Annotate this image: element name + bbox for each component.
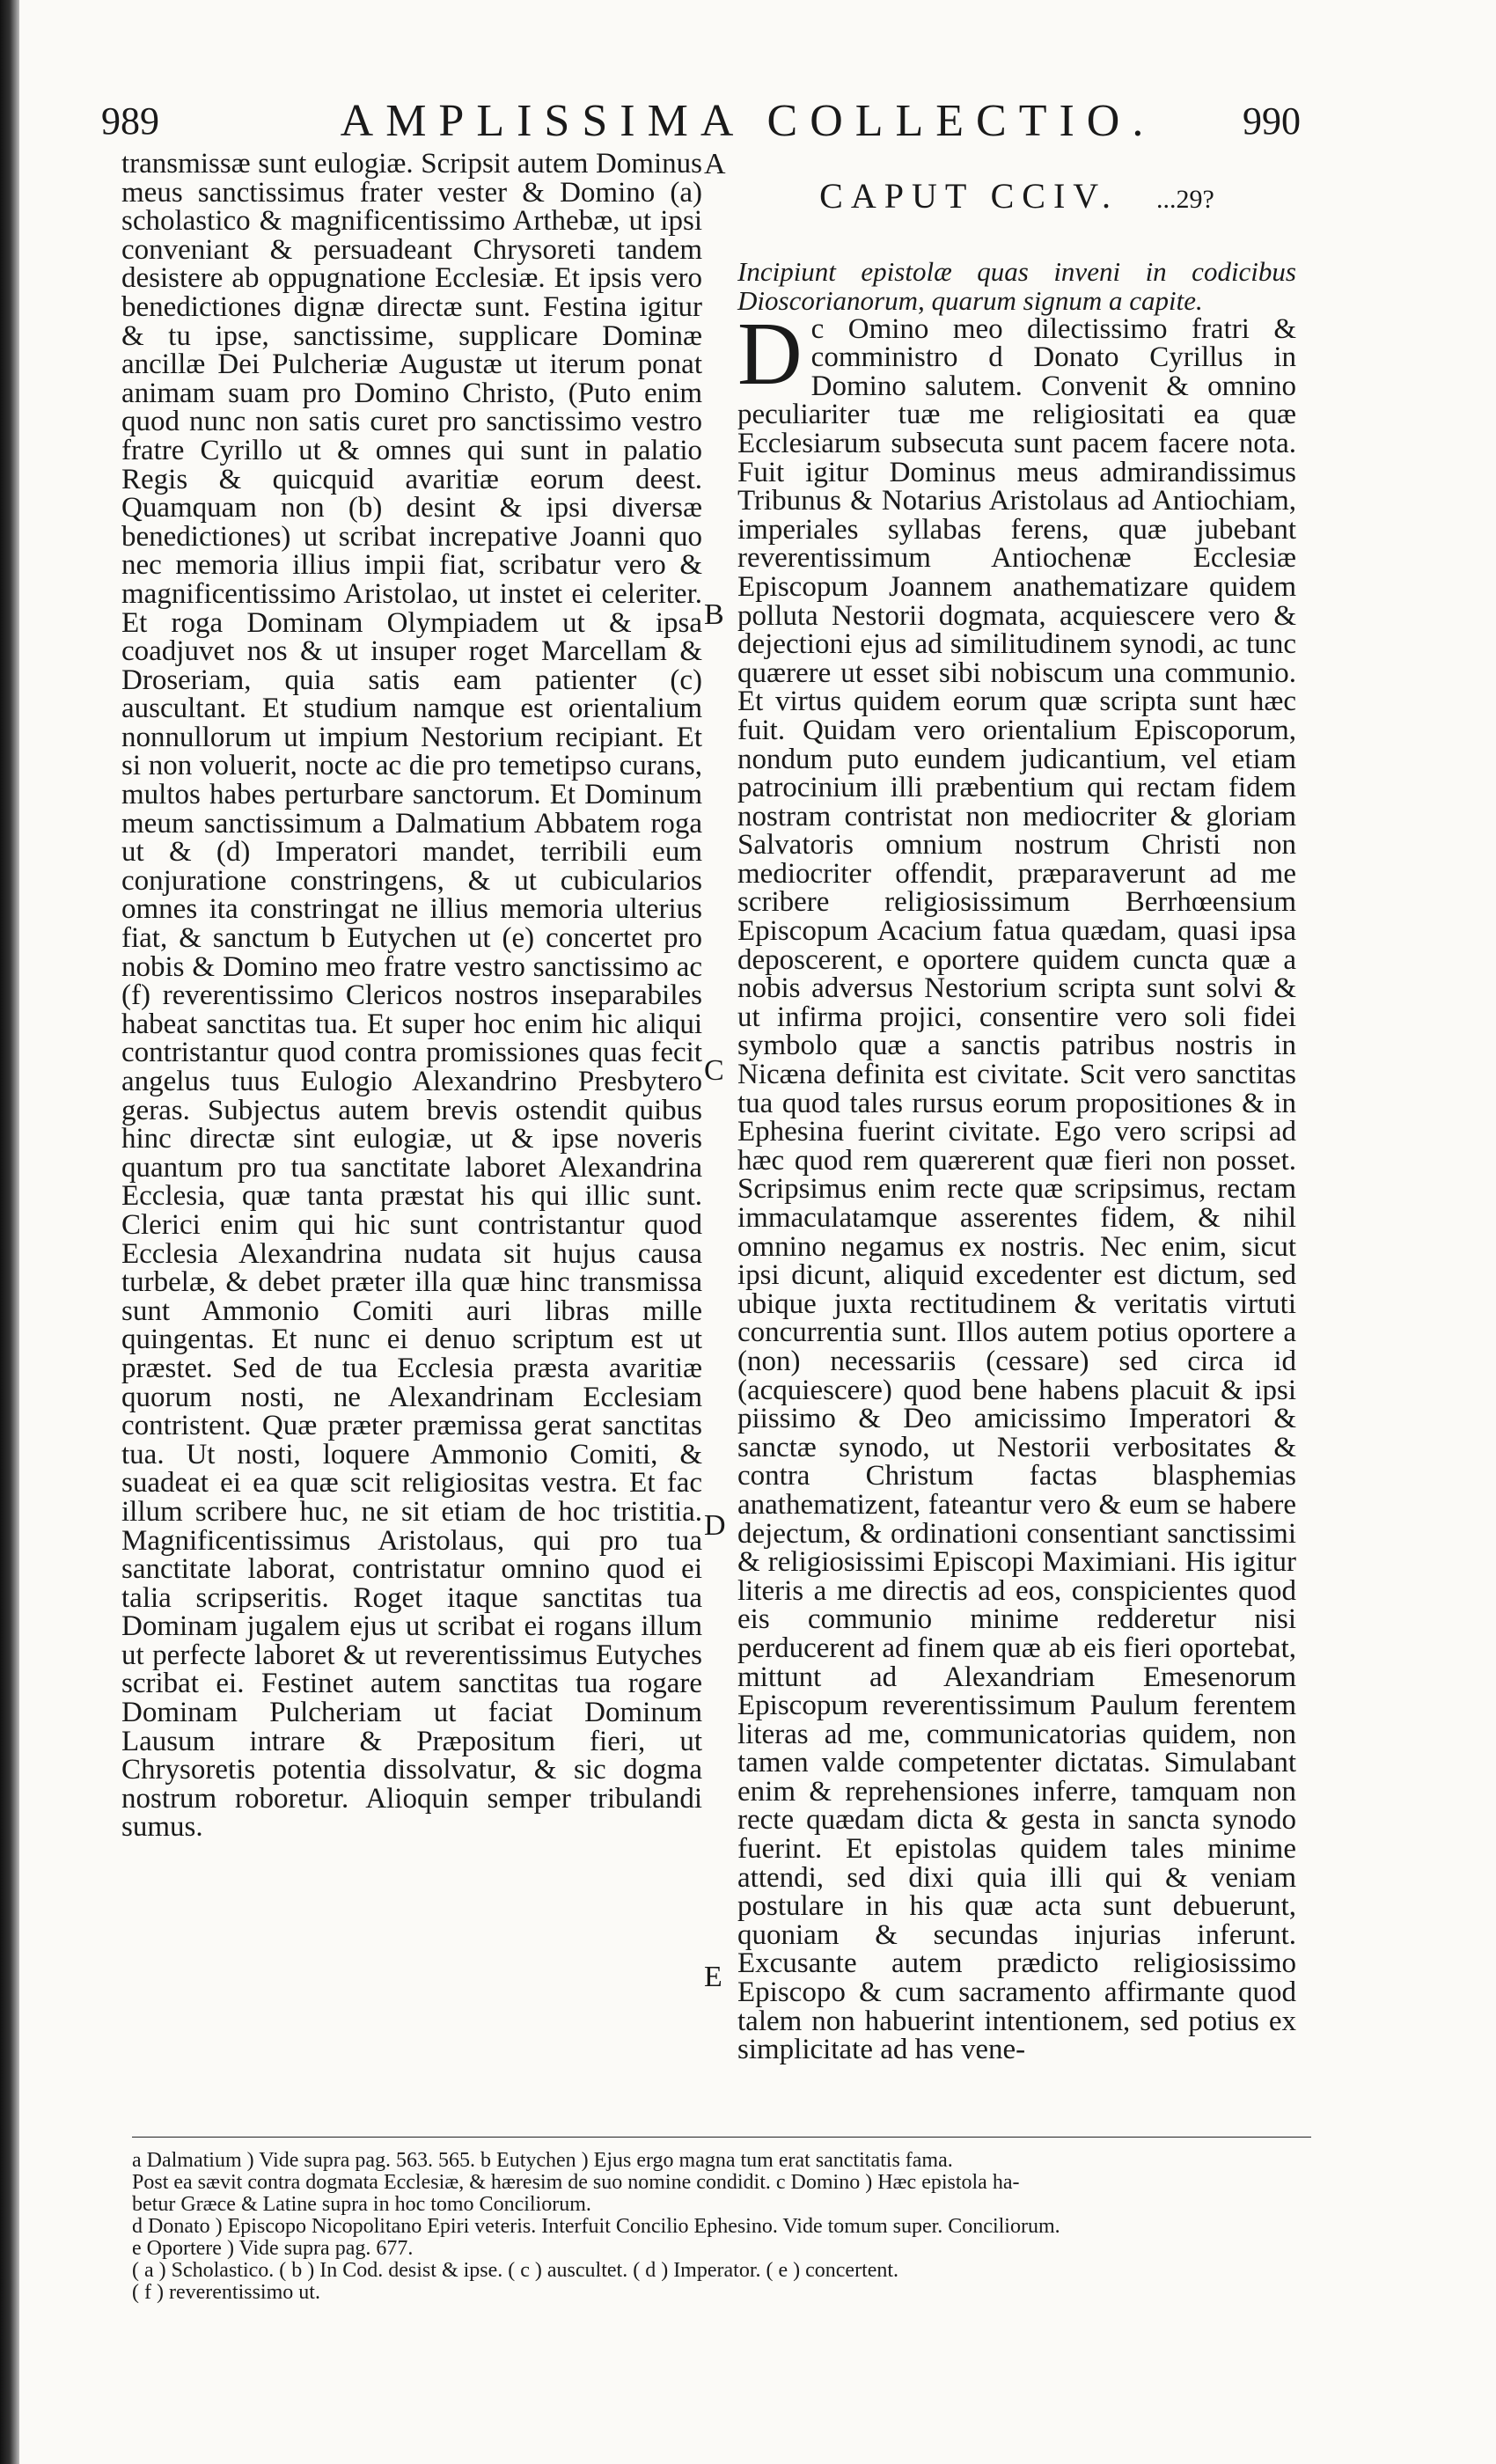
epistle-body bbox=[737, 304, 1296, 2066]
left-column bbox=[121, 150, 702, 1842]
section-marker-e: E bbox=[704, 1961, 722, 1993]
section-marker-c: C bbox=[704, 1054, 724, 1087]
running-head-title: AMPLISSIMA COLLECTIO. bbox=[340, 96, 1156, 146]
footnote-line: betur Græce & Latine supra in hoc tomo Conciliorum. bbox=[132, 2193, 591, 2216]
footnote-line: e Oportere ) Vide supra pag. 677. bbox=[132, 2237, 414, 2260]
footnote-line: Post ea sævit contra dogmata Ecclesiæ, & hæresim de suo nomine condidit. c Domino ) Hæc epistola ha- bbox=[132, 2171, 1020, 2194]
right-column bbox=[737, 145, 1296, 2064]
caput-title: CAPUT CCIV. bbox=[819, 176, 1118, 216]
footnote-line: ( f ) reverentissimo ut. bbox=[132, 2281, 320, 2304]
footnotes bbox=[132, 2137, 1311, 2304]
caput-reference: ...29? bbox=[1156, 185, 1214, 214]
book-binding-edge bbox=[0, 0, 19, 2464]
footnote-rule bbox=[132, 2137, 1311, 2138]
section-marker-a: A bbox=[704, 148, 726, 180]
page-number-left: 989 bbox=[101, 99, 159, 143]
caput-heading bbox=[737, 176, 1296, 216]
footnote-line: a Dalmatium ) Vide supra pag. 563. 565. b Eutychen ) Ejus ergo magna tum erat sanctitatis fama. bbox=[132, 2149, 953, 2172]
page-number-right: 990 bbox=[1243, 99, 1301, 143]
incipit-line: Incipiunt epistolæ quas inveni in codicibus Dioscorianorum, quarum signum a capite. bbox=[737, 255, 1296, 316]
left-column-text: transmissæ sunt eulogiæ. Scripsit autem Dominus meus sanctissimus frater vester & Domino (a) scholastico & magnificentissimo Arthebæ, ut ipsi conveniant & persuadeant Chrysoreti tandem desistere ab oppugnatione Ecclesiæ. Et ipsis vero benedictiones dignæ directæ sunt. Festina igitur & tu ipse, sanctissime, supplicare Dominæ ancillæ Dei Pulcheriæ Augustæ ut iterum ponat animam suam pro Domino Christo, (Puto enim quod nunc non satis curet pro sanctissimo vestro fratre Cyrillo ut & omnes qui sunt in palatio Regis & quicquid avaritiæ eorum deest. Quamquam non (b) desint & ipsi diversæ benedictiones) ut scribat increpative Joanni quo nec memoria illius impii fiat, scribatur vero & magnificentissimo Aristolao, ut instet ei celeriter. Et roga Dominam Olympiadem ut & ipsa coadjuvet nos & ut insuper roget Marcellam & Droseriam, quia satis eam patienter (c) auscultant. Et studium namque est orientalium nonnullorum ut impium Nestorium recipiant. Et si non voluerit, nocte ac die pro temetipso curans, multos habes perturbare sanctorum. Et Dominum meum sanctissimum a Dalmatium Abbatem roga ut & (d) Imperatori mandet, terribili eum conjuratione constringens, & ut cubicularios omnes ita constringat ne illius memoria ulterius fiat, & sanctum b Eutychen ut (e) concertet pro nobis & Domino meo fratre vestro sanctissimo ac (f) reverentissimo Clericos nostros inseparabiles habeat sanctitas tua. Et super hoc enim hic aliqui contristantur quod contra promissiones quas fecit angelus tuus Eulogio Alexandrino Presbytero geras. Subjectus autem brevis ostendit quibus hinc directæ sint eulogiæ, ut & ipse noveris quantum pro tua sanctitate laboret Alexandrina Ecclesia, quæ tanta præstat his qui illic sunt. Clerici enim qui hic sunt contristantur quod Ecclesia Alexandrina nudata sit hujus causa turbelæ, & debet præter illa quæ hinc transmissa sunt Ammonio Comiti auri libras mille quingentas. Et nunc ei denuo scriptum est ut præstet. Sed de tua Ecclesia præsta avaritiæ quorum nosti, ne Alexandrinam Ecclesiam contristent. Quæ præter præmissa gerat sanctitas tua. Ut nosti, loquere Ammonio Comiti, & suadeat ei ea quæ scit religiositas vestra. Et fac illum scribere huc, ne sit etiam de hoc tristitia. Magnificentissimus Aristolaus, qui pro tua sanctitate laborat, contristatur omnino quod ei talia scripseritis. Roget itaque sanctitas tua Dominam jugalem ejus ut scribat ei rogans illum ut perfecte laboret & ut reverentissimus Eutyches scribat ei. Festinet autem sanctitas tua rogare Dominam Pulcheriam ut faciat Dominum Lausum intrare & Præpositum fieri, ut Chrysoretis potentia dissolvatur, & sic dogma nostrum roboretur. Alioquin semper tribulandi sumus. bbox=[121, 148, 702, 1844]
section-marker-b: B bbox=[704, 598, 724, 631]
footnote-line: d Donato ) Episcopo Nicopolitano Epiri veteris. Interfuit Concilio Ephesino. Vide tomum super. Conciliorum. bbox=[132, 2215, 1060, 2238]
right-column-text: c Omino meo dilectissimo fratri & comministro d Donato Cyrillus in Domino salutem. Convenit & omnino peculiariter tuæ me religiositati ea quæ Ecclesiarum subsecuta sunt pacem facere nota. Fuit igitur Dominus meus admirandissimus Tribunus & Notarius Aristolaus ad Antiochiam, imperiales syllabas ferens, quæ jubebant reverentissimum Antiochenæ Ecclesiæ Episcopum Joannem anathematizare quidem polluta Nestorii dogmata, acquiescere vero & dejectioni ejus ad similitudinem synodi, ac tunc quærere ut esset sibi nobiscum una communio. Et virtus quidem eorum quæ scripta sunt hæc fuit. Quidam vero orientalium Episcoporum, nondum puto eundem judicantium, vel etiam patrocinium illi præbentium qui rectam fidem nostram contristat non mediocriter & gloriam Salvatoris omnium nostrum Christi non mediocriter offendit, præparaverunt ad me scribere religiosissimum Berrhœensium Episcopum Acacium fatua quædam, quasi ipsa deposcerent, e oportere quidem cuncta quæ a nobis adversus Nestorium scripta sunt solvi & ut infirma projici, consentire vero soli fidei symbolo quæ a sanctis patribus nostris in Nicæna definita est civitate. Scit vero sanctitas tua quod tales rursus eorum propositiones & in Ephesina fuerint civitate. Ego vero scripsi ad hæc quod rem quærerent quæ fieri non posset. Scripsimus enim recte quæ scripsimus, rectam immaculatamque asserentes fidem, & nihil omnino negamus ex nostris. Nec enim, sicut ipsi dicunt, aliquid excedenter est dictum, sed ubique juxta rectitudinem & veritatis virtuti concurrentia sunt. Illos autem potius oportere a (non) necessariis (cessare) sed circa id (acquiescere) quod bene habens placuit & ipsi piissimo & Deo amicissimo Imperatori & sanctæ synodo, ut Nestorii verbositates & contra Christum factas blasphemias anathematizent, fateantur vero & eum se habere dejectum, & ordinationi consentiant sanctissimi & religiosissimi Episcopi Maximiani. His igitur literis a me directis ad eos, conspicientes quod eis communio minime redderetur nisi perducerent ad finem quæ ab eis fieri oportebat, mittunt ad Alexandriam Emesenorum Episcopum reverentissimum Paulum ferentem literas ad me, communicatorias quidem, non tamen valde competenter dictatas. Simulabant enim & reprehensiones inferre, tamquam non recte quædam dicta & gesta in sancta synodo fuerint. Et epistolas quidem tales minime attendi, sed dixi quia illi qui & veniam postulare in his quæ acta sunt debuerunt, quoniam & secundas injurias inferunt. Excusante autem prædicto religiosissimo Episcopo & cum sacramento affirmante quod talem non habuerint intentionem, sed potius ex simplicitate ad has vene- bbox=[737, 312, 1296, 2066]
section-marker-d: D bbox=[704, 1509, 726, 1542]
footnote-line: ( a ) Scholastico. ( b ) In Cod. desist & ipse. ( c ) auscultet. ( d ) Imperator. ( e ) concertent. bbox=[132, 2259, 899, 2282]
drop-cap-letter: D bbox=[737, 304, 803, 404]
